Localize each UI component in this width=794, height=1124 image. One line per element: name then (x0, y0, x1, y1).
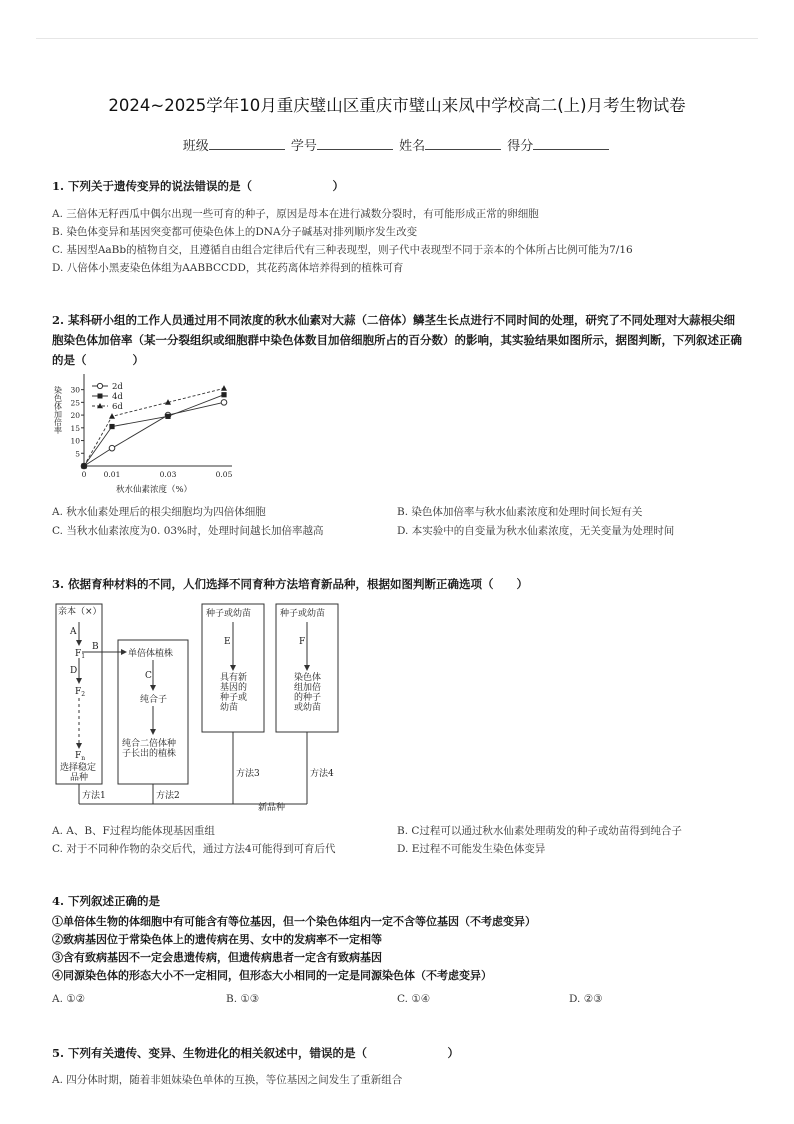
legend-label-6d: 6d (112, 402, 123, 412)
q2-option-a[interactable]: A. 秋水仙素处理后的根尖细胞均为四倍体细胞 (52, 506, 266, 518)
label-method3: 方法3 (236, 769, 260, 779)
label-d: D (70, 666, 78, 676)
q3-stem: 3. 依据育种材料的不同，人们选择不同育种方法培育新品种，根据如图判断正确选项（ ） (52, 577, 529, 591)
q2-stem: 2. 某科研小组的工作人员通过用不同浓度的秋水仙素对大蒜（二倍体）鳞茎生长点进行不同时间的处理，研究了不同处理对大蒜根尖细胞染色体加倍率（某一分裂组织或细胞群中染色体数目加倍细胞所占的百分数）的影响，其实验结果如图所示，据图判断，下列叙述正确的是（ ） (52, 313, 742, 367)
point-6d (221, 385, 227, 391)
y-tick-label: 10 (70, 436, 80, 446)
x-tick-label: 0.01 (103, 470, 121, 479)
series-line-6d (84, 388, 224, 466)
label-method2: 方法2 (156, 791, 180, 801)
q4-option-b[interactable]: B. ①③ (226, 993, 260, 1005)
q1-option-a[interactable]: A. 三倍体无籽西瓜中偶尔出现一些可育的种子，原因是母本在进行减数分裂时，有可能形成正常的卵细胞 (52, 208, 539, 220)
q2-option-d[interactable]: D. 本实验中的自变量为秋水仙素浓度，无关变量为处理时间 (397, 525, 675, 537)
field-class[interactable]: 班级 (183, 135, 287, 154)
q1-stem: 1. 下列关于遗传变异的说法错误的是（ ） (52, 179, 345, 193)
label-new-variety: 新品种 (258, 803, 286, 812)
q1-option-d[interactable]: D. 八倍体小黑麦染色体组为AABBCCDD，其花药离体培养得到的植株可育 (52, 262, 404, 274)
x-tick-label: 0.03 (159, 470, 177, 479)
label-a: A (70, 627, 77, 637)
q2-option-b[interactable]: B. 染色体加倍率与秋水仙素浓度和处理时间长短有关 (397, 506, 643, 518)
q4-statement-2: ②致病基因位于常染色体上的遗传病在男、女中的发病率不一定相等 (52, 933, 382, 946)
label-newgene-4: 幼苗 (220, 703, 239, 713)
q3-option-d[interactable]: D. E过程不可能发生染色体变异 (397, 843, 546, 855)
legend-label-4d: 4d (112, 392, 123, 402)
label-doubled-2: 组加倍 (294, 683, 322, 693)
q4-statement-1: ①单倍体生物的体细胞中有可能含有等位基因，但一个染色体组内一定不含等位基因（不考虑变异） (52, 915, 536, 928)
point-2d (221, 400, 227, 406)
label-select-2: 品种 (70, 773, 89, 783)
q4-statement-4: ④同源染色体的形态大小不一定相同，但形态大小相同的一定是同源染色体（不考虑变异） (52, 969, 492, 982)
q3-option-c[interactable]: C. 对于不同种作物的杂交后代，通过方法4可能得到可育后代 (52, 843, 336, 855)
y-tick-label: 25 (70, 398, 80, 408)
label-f2: $F_2$ (75, 687, 86, 698)
y-tick-label: 20 (70, 411, 80, 421)
q4-option-a[interactable]: A. ①② (52, 993, 86, 1005)
q2-option-c[interactable]: C. 当秋水仙素浓度为0. 03%时，处理时间越长加倍率越高 (52, 525, 324, 537)
q3-breeding-diagram (52, 600, 352, 812)
label-pure-plant-2: 子长出的植株 (122, 749, 177, 759)
x-axis-label: 秋水仙素浓度（%） (115, 485, 193, 495)
q3-option-b[interactable]: B. C过程可以通过秋水仙素处理萌发的种子或幼苗得到纯合子 (397, 825, 682, 837)
legend-marker-2d (97, 383, 102, 388)
q5-stem: 5. 下列有关遗传、变异、生物进化的相关叙述中，错误的是（ ） (52, 1046, 460, 1060)
y-tick-label: 30 (70, 385, 80, 395)
label-f: F (299, 637, 306, 647)
q4-option-d[interactable]: D. ②③ (569, 993, 603, 1005)
label-fn: $F_n$ (75, 751, 86, 762)
label-b: B (92, 642, 99, 652)
label-method4: 方法4 (310, 769, 334, 779)
field-name[interactable]: 姓名 (399, 135, 503, 154)
x-tick-label: 0.05 (215, 470, 233, 479)
point-4d (221, 392, 226, 397)
q4-stem: 4. 下列叙述正确的是 (52, 894, 161, 908)
q4-option-c[interactable]: C. ①④ (397, 993, 431, 1005)
field-number[interactable]: 学号 (291, 135, 395, 154)
q3-option-a[interactable]: A. A、B、F过程均能体现基因重组 (52, 825, 215, 837)
label-c: C (145, 671, 152, 681)
legend-marker-4d (98, 394, 103, 399)
legend-label-2d: 2d (112, 382, 123, 392)
point-6d (109, 413, 115, 419)
point-4d (109, 424, 114, 429)
label-pure: 纯合子 (140, 695, 168, 705)
y-tick-label: 5 (75, 449, 80, 459)
q1-option-c[interactable]: C. 基因型AaBb的植物自交，且遵循自由组合定律后代有三种表现型，则子代中表现型不同于亲本的个体所占比例可能为7/16 (52, 244, 633, 256)
y-axis-label: 染色体加倍率 (53, 386, 63, 434)
point-4d (165, 414, 170, 419)
label-newgene-2: 基因的 (220, 683, 248, 693)
x-tick-label: 0 (81, 470, 87, 479)
q2-line-chart (52, 374, 252, 496)
q5-option-a[interactable]: A. 四分体时期，随着非姐妹染色单体的互换，等位基因之间发生了重新组合 (52, 1074, 403, 1086)
label-f1: $F_1$ (75, 649, 86, 660)
student-info-fields (0, 135, 794, 154)
label-doubled-1: 染色体 (294, 673, 322, 683)
label-parent: 亲本（×） (58, 607, 102, 617)
series-line-2d (84, 402, 224, 466)
q4-statement-3: ③含有致病基因不一定会患遗传病，但遗传病患者一定含有致病基因 (52, 951, 382, 964)
label-seed1: 种子或幼苗 (206, 609, 252, 619)
label-newgene-1: 具有新 (220, 673, 248, 683)
label-doubled-4: 或幼苗 (294, 703, 322, 713)
label-newgene-3: 种子或 (220, 693, 248, 703)
label-haploid: 单倍体植株 (128, 649, 174, 659)
y-tick-label: 15 (70, 423, 80, 433)
q1-option-b[interactable]: B. 染色体变异和基因突变都可使染色体上的DNA分子碱基对排列顺序发生改变 (52, 226, 418, 238)
label-e: E (224, 637, 231, 647)
label-doubled-3: 的种子 (294, 693, 322, 703)
label-pure-plant-1: 纯合二倍体种 (122, 739, 177, 749)
label-seed2: 种子或幼苗 (280, 609, 326, 619)
page-title: 2024~2025学年10月重庆璧山区重庆市璧山来凤中学校高二(上)月考生物试卷 (108, 96, 686, 115)
point-2d (109, 445, 115, 451)
label-select-1: 选择稳定 (60, 763, 97, 773)
header-rule (36, 38, 758, 39)
field-score[interactable]: 得分 (507, 135, 611, 154)
label-method1: 方法1 (82, 791, 106, 801)
